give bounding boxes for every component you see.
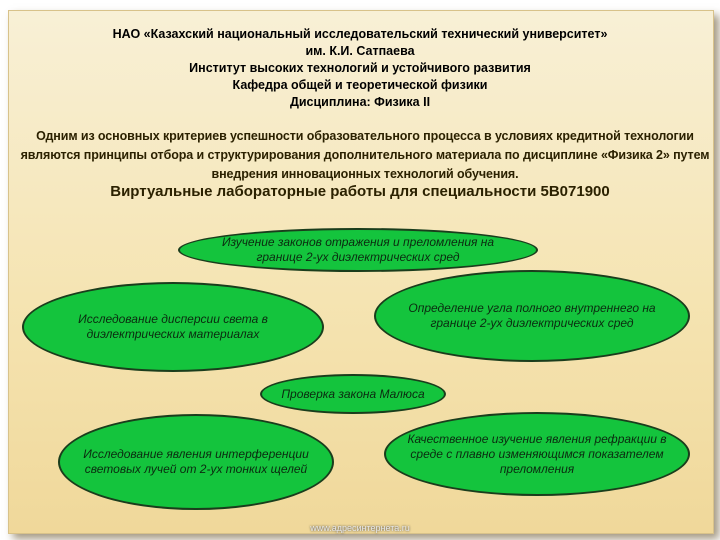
intro-text: Одним из основных критериев успешности образовательного процесса в условиях кредитной технологии являются принципы отбора и структурирования дополнительного материала по дисциплине «Физика 2» путем внедрения инновационных технологий обучения. bbox=[20, 129, 710, 181]
header-department: Кафедра общей и теоретической физики bbox=[232, 78, 488, 92]
lab-malus-law-label: Проверка закона Малюса bbox=[281, 386, 425, 401]
lab-malus-law bbox=[260, 374, 446, 414]
lab-dispersion bbox=[22, 282, 324, 372]
labs-subtitle: Виртуальные лабораторные работы для специальности 5В071900 bbox=[110, 183, 610, 200]
header-discipline: Дисциплина: Физика II bbox=[289, 95, 431, 109]
lab-reflection-refraction-label: Изучение законов отражения и преломления на границе 2-ух диэлектрических сред bbox=[221, 235, 495, 264]
lab-interference-label: Исследование явления интерференции световых лучей от 2-ух тонких щелей bbox=[83, 447, 309, 476]
header-block bbox=[0, 26, 720, 111]
lab-total-internal-reflection bbox=[374, 270, 690, 362]
lab-total-internal-reflection-label: Определение угла полного внутреннего на границе 2-ух диэлектрических сред bbox=[408, 301, 656, 330]
footer-watermark: www.адресинтернета.ru bbox=[310, 523, 410, 533]
lab-dispersion-label: Исследование дисперсии света в диэлектрических материалах bbox=[78, 312, 268, 341]
lab-refraction-gradient-label: Качественное изучение явления рефракции в среде с плавно изменяющимся показателем преломления bbox=[407, 431, 667, 476]
lab-interference bbox=[58, 414, 334, 510]
lab-reflection-refraction bbox=[178, 228, 538, 272]
header-institute: Институт высоких технологий и устойчивого развития bbox=[189, 61, 531, 75]
lab-refraction-gradient bbox=[384, 412, 690, 496]
header-university: НАО «Казахский национальный исследовательский технический университет» bbox=[112, 27, 608, 41]
header-named-after: им. К.И. Сатпаева bbox=[305, 44, 415, 58]
